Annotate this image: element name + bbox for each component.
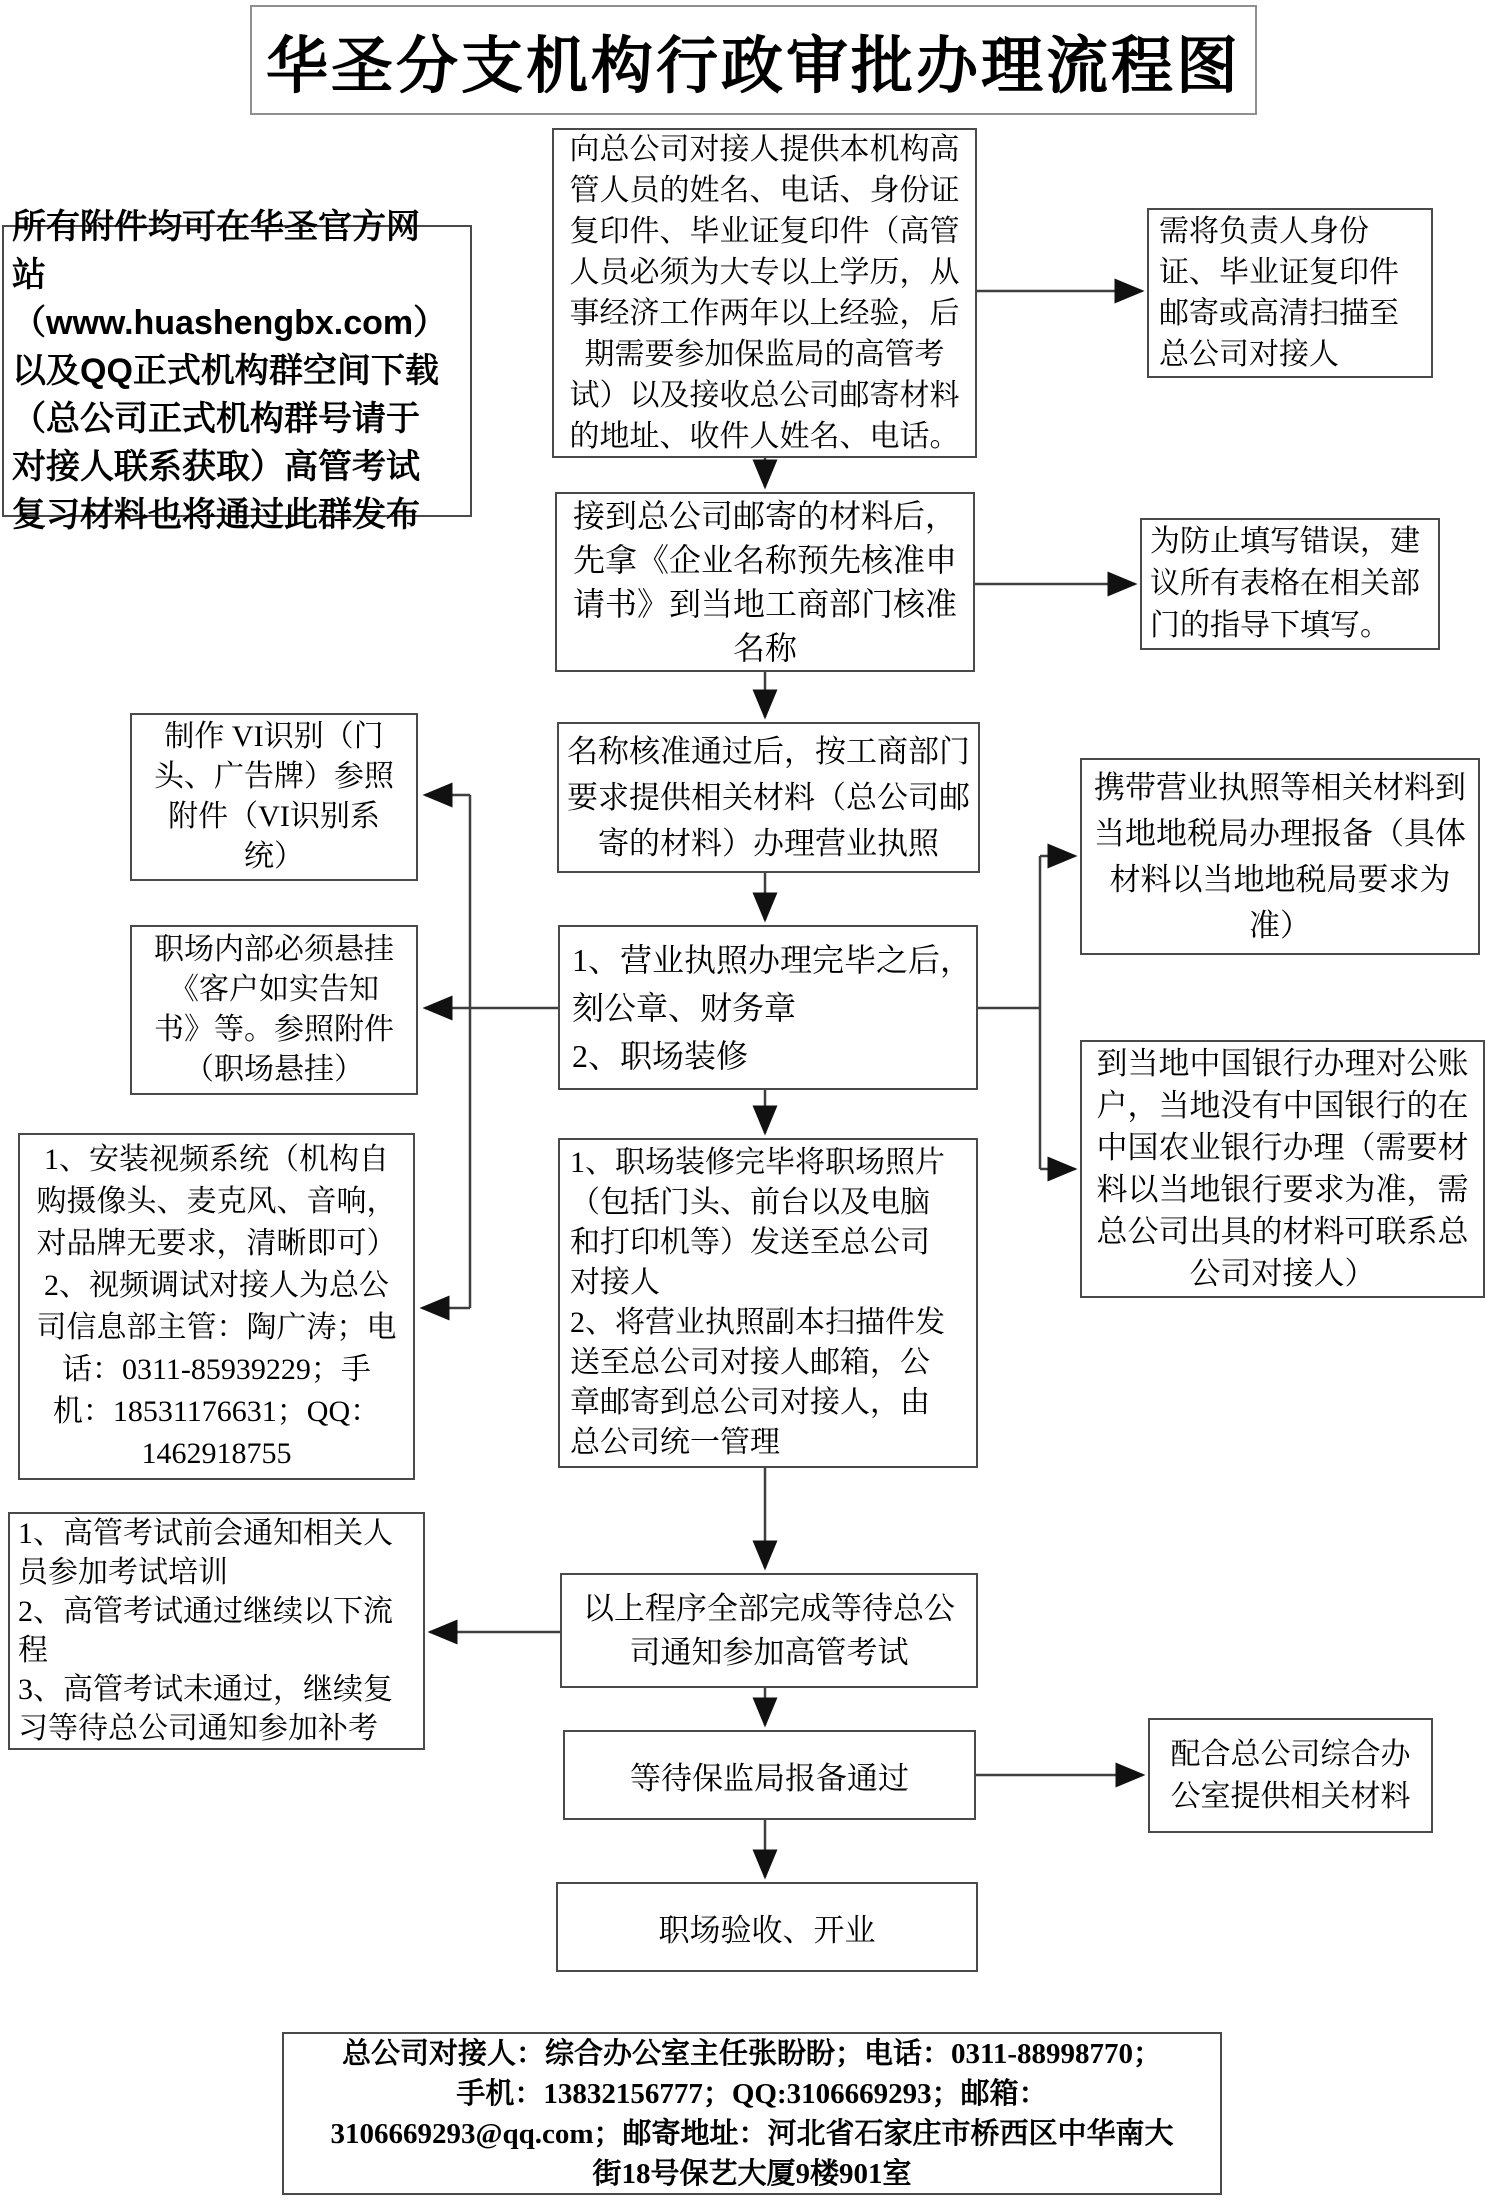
page-title-text: 华圣分支机构行政审批办理流程图 <box>265 32 1241 101</box>
flow-note-workplace-notices <box>130 925 418 1095</box>
flow-note-office-materials <box>1148 1718 1433 1833</box>
note-text: 所有附件均可在华圣官方网 站（www.huashengbx.com） 以及QQ正式机构群空间下载 （总公司正式机构群号请于 对接人联系获取）高管考试 复习材料也将通过此群发布 <box>12 208 448 534</box>
flow-note-form-filling-tip <box>1140 518 1440 650</box>
flow-note-bank-account <box>1080 1040 1485 1298</box>
note-text: 到当地中国银行办理对公账 户，当地没有中国银行的在 中国农业银行办理（需要材 料以当地银行要求为准，需 总公司出具的材料可联系总 公司对接人） <box>1096 1046 1469 1291</box>
flow-note-attachments-download <box>2 208 472 534</box>
step-text: 以上程序全部完成等待总公 司通知参加高管考试 <box>583 1590 955 1670</box>
page-title <box>250 5 1257 115</box>
flow-step-provide-executive-info <box>552 128 977 458</box>
note-text: 配合总公司综合办 公室提供相关材料 <box>1170 1737 1411 1813</box>
note-text: 1、安装视频系统（机构自 购摄像头、麦克风、音响， 对品牌无要求，清晰即可） 2、视频调试对接人为总公 司信息部主管：陶广涛；电 话：0311-85939229；手 机：18531176631；QQ： 1462918755 <box>36 1142 397 1470</box>
flow-step-acceptance-and-opening <box>556 1882 978 1972</box>
step-text: 接到总公司邮寄的材料后， 先拿《企业名称预先核准申 请书》到当地工商部门核准 名称 <box>572 498 957 666</box>
flow-step-send-photos-and-license <box>558 1138 978 1468</box>
note-text: 为防止填写错误，建 议所有表格在相关部 门的指导下填写。 <box>1150 525 1420 642</box>
step-text: 名称核准通过后，按工商部门 要求提供相关材料（总公司邮 寄的材料）办理营业执照 <box>567 733 970 861</box>
note-text: 需将负责人身份 证、毕业证复印件 邮寄或高清扫描至 总公司对接人 <box>1159 215 1399 371</box>
flow-note-vi-identity <box>130 713 418 881</box>
step-text: 职场验收、开业 <box>658 1912 876 1948</box>
flow-step-seals-and-decoration <box>558 925 978 1090</box>
step-text: 1、职场装修完毕将职场照片 （包括门头、前台以及电脑 和打印机等）发送至总公司 对接人 2、将营业执照副本扫描件发 送至总公司对接人邮箱，公 章邮寄到总公司对接人，由 总公司统一管理 <box>570 1146 945 1459</box>
flow-note-local-tax-registration <box>1080 758 1480 955</box>
flow-note-video-system <box>18 1133 415 1480</box>
flow-step-wait-exam-notice <box>560 1573 978 1688</box>
contact-info-text: 总公司对接人：综合办公室主任张盼盼；电话：0311-88998770； 手机：13832156777；QQ:3106669293；邮箱： 3106669293@qq.com；邮寄地址：河北省石家庄市桥西区中华南大 街18号保艺大厦9楼901室 <box>330 2037 1174 2190</box>
note-text: 职场内部必须悬挂 《客户如实告知 书》等。参照附件 （职场悬挂） <box>154 933 394 1086</box>
note-text: 1、高管考试前会通知相关人 员参加考试培训 2、高管考试通过继续以下流 程 3、高管考试未通过，继续复 习等待总公司通知参加补考 <box>18 1517 393 1745</box>
note-text: 携带营业执照等相关材料到 当地地税局办理报备（具体 材料以当地地税局要求为 准） <box>1094 769 1466 943</box>
step-text: 等待保监局报备通过 <box>630 1760 909 1796</box>
step-text: 向总公司对接人提供本机构高 管人员的姓名、电话、身份证 复印件、毕业证复印件（高管 人员必须为大专以上学历，从 事经济工作两年以上经验，后 期需要参加保监局的高管考 试）以及接收总公司邮寄材料 的地址、收件人姓名、电话。 <box>569 133 960 453</box>
flow-step-business-license <box>557 722 980 873</box>
step-text: 1、营业执照办理完毕之后， 刻公章、财务章 2、职场装修 <box>572 941 973 1074</box>
flow-step-wait-circ-approval <box>563 1730 976 1820</box>
flow-note-executive-exam <box>8 1512 425 1750</box>
note-text: 制作 VI识别（门 头、广告牌）参照 附件（VI识别系 统） <box>154 720 394 873</box>
flow-note-mail-id-copies <box>1147 208 1433 378</box>
contact-info-box <box>282 2032 1222 2195</box>
flow-step-name-preapproval <box>555 492 975 672</box>
